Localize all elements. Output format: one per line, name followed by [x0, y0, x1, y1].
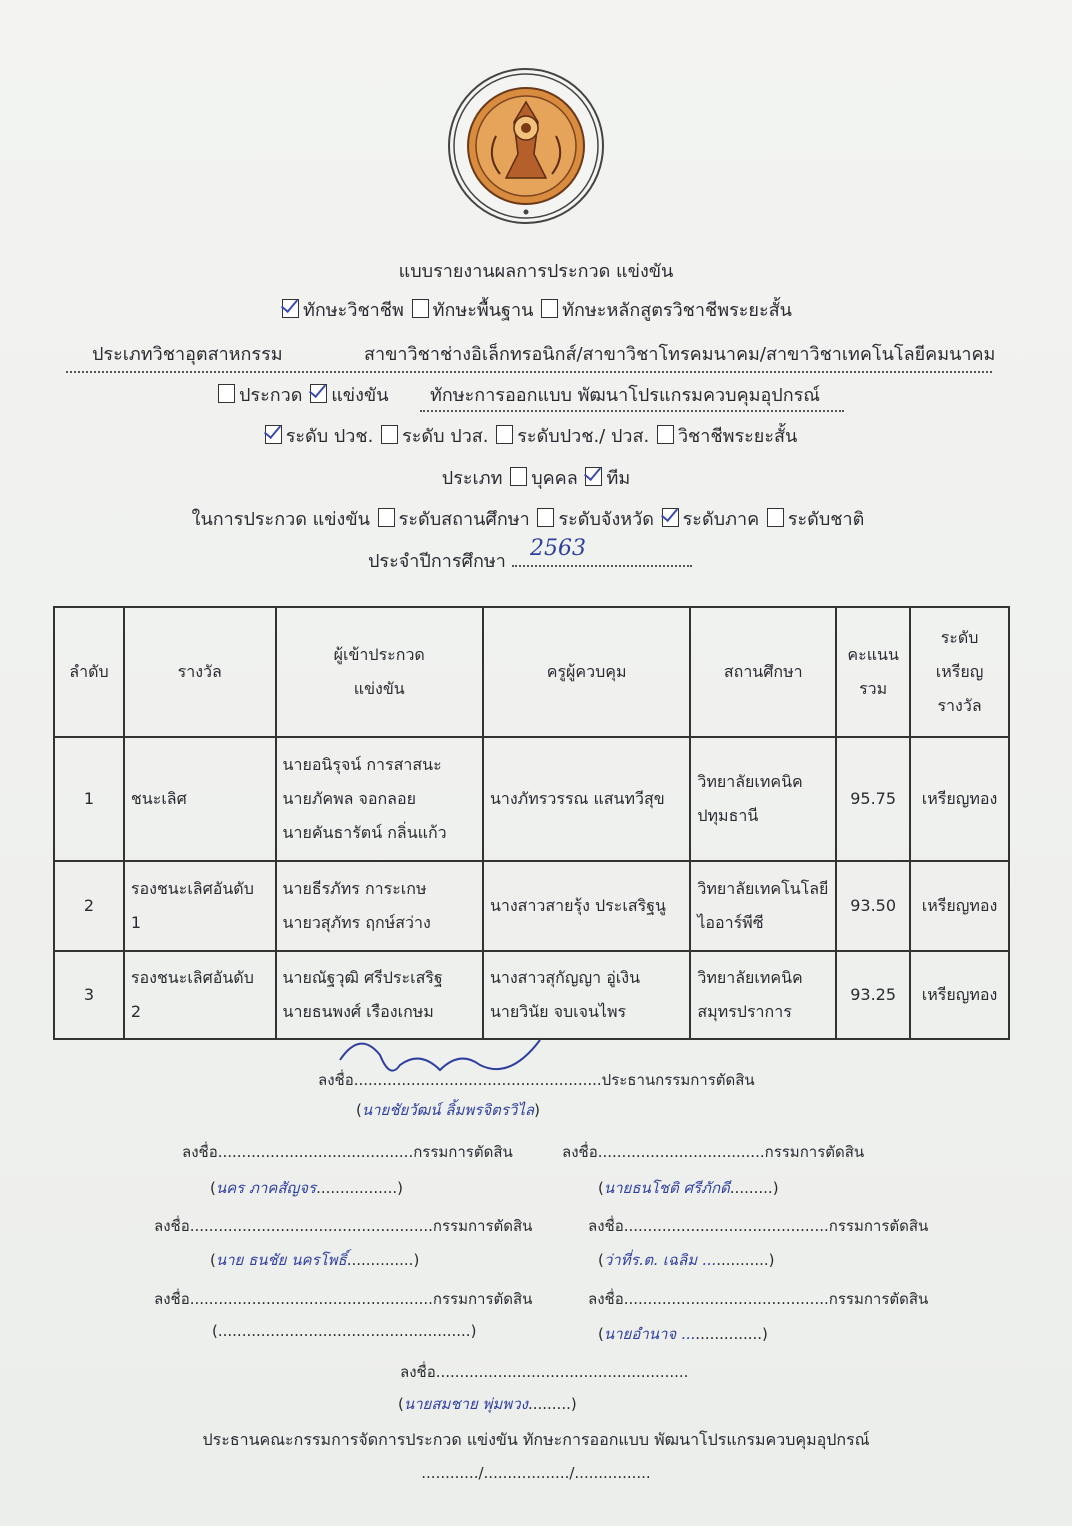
cell-supervisor [483, 861, 690, 951]
school-line1: วิทยาลัยเทคนิค [697, 772, 803, 791]
committee-name: นายธนโชติ ศรีภักดี [603, 1179, 730, 1197]
type-row [0, 463, 1072, 492]
participant-name: นายภัคพล จอกลอย [282, 789, 416, 808]
committee-2-name-line: (นายธนโชติ ศรีภักดี.........) [598, 1179, 779, 1197]
header-school: สถานศึกษา [690, 607, 836, 737]
committee-role: กรรมการตัดสิน [828, 1290, 929, 1308]
checkbox-team[interactable] [585, 467, 602, 486]
scope-province-label: ระดับจังหวัด [558, 509, 654, 530]
cell-medal: เหรียญทอง [910, 861, 1009, 951]
cell-award [124, 737, 276, 861]
branch-text: สาขาวิชาช่างอิเล็กทรอนิกส์/สาขาวิชาโทรคมนาคม/สาขาวิชาเทคโนโลยีคมนาคม [364, 344, 996, 365]
cell-school [690, 861, 836, 951]
checkbox-level-both[interactable] [496, 425, 513, 444]
award-line2: 1 [130, 913, 142, 932]
header-award: รางวัล [124, 607, 276, 737]
final-name-line: (นายสมชาย พุ่มพวง.........) [398, 1395, 577, 1413]
footer-role: ประธานคณะกรรมการจัดการประกวด แข่งขัน ทักษะการออกแบบ พัฒนาโปรแกรมควบคุมอุปกรณ์ [202, 1430, 870, 1449]
category-label: ประเภทวิชาอุตสาหกรรม [92, 344, 283, 365]
skill-name: ทักษะการออกแบบ พัฒนาโปรแกรมควบคุมอุปกรณ์ [430, 385, 820, 406]
cell-school [690, 737, 836, 861]
year-label: ประจำปีการศึกษา [368, 551, 506, 572]
branch-dotted-line [66, 371, 992, 373]
header-participants-line2: แข่งขัน [353, 679, 405, 698]
competition-label: แข่งขัน [331, 385, 389, 406]
checkbox-scope-school[interactable] [378, 508, 395, 527]
header-score [836, 607, 910, 737]
cell-medal: เหรียญทอง [910, 737, 1009, 861]
school-line2: ปทุมธานี [697, 806, 759, 825]
award-line1: รองชนะเลิศอันดับ [130, 968, 254, 987]
committee-2-signature-line: ลงชื่อ...................................กรรมการตัดสิน [562, 1143, 865, 1161]
level-row [0, 421, 1060, 450]
participant-name: นายวสุภัทร ฤกษ์สว่าง [282, 913, 431, 932]
chair-signature-line: ลงชื่อ....................................................ประธานกรรมการตัดสิน [318, 1071, 755, 1089]
skill-dotted-line [420, 410, 844, 412]
type-label: ประเภท [441, 468, 503, 489]
level-both-label: ระดับปวช./ ปวส. [517, 426, 650, 447]
checkbox-level-pvs[interactable] [381, 425, 398, 444]
school-line1: วิทยาลัยเทคนิค [697, 968, 803, 987]
checkbox-skill-basic[interactable] [412, 299, 429, 318]
cell-school [690, 951, 836, 1039]
committee-role: กรรมการตัดสิน [828, 1217, 929, 1235]
checkbox-skill-vocational[interactable] [282, 299, 299, 318]
participant-name: นายธีรภัทร การะเกษ [282, 879, 427, 898]
table-row [54, 951, 1009, 1039]
final-signature-line: ลงชื่อ..................................................... [400, 1363, 689, 1381]
committee-role: กรรมการตัดสิน [764, 1143, 865, 1161]
team-label: ทีม [606, 468, 631, 489]
award-line2: 2 [130, 1002, 142, 1021]
participant-name: นายคันธารัตน์ กลิ่นแก้ว [282, 823, 447, 842]
header-score-line2: รวม [859, 679, 888, 698]
chair-name: นายชัยวัฒน์ ลิ้มพรจิตรวิไล [361, 1101, 535, 1119]
cell-score: 93.25 [836, 951, 910, 1039]
committee-name: นคร ภาคสัญจร [215, 1179, 317, 1197]
chair-name-line: (นายชัยวัฒน์ ลิ้มพรจิตรวิไล) [356, 1101, 540, 1119]
year-value: 2563 [530, 536, 586, 561]
scope-region-label: ระดับภาค [682, 509, 760, 530]
committee-1-name-line: (นคร ภาคสัญจร.................) [210, 1179, 404, 1197]
header-rank: ลำดับ [54, 607, 124, 737]
committee-role: กรรมการตัดสิน [432, 1217, 533, 1235]
vec-seal-logo [446, 66, 606, 226]
committee-5-signature-line: ลงชื่อ...................................................กรรมการตัดสิน [154, 1290, 533, 1308]
skill-vocational-label: ทักษะวิชาชีพ [303, 300, 404, 321]
skill-type-row [0, 295, 1072, 324]
supervisor-name: นางสาวสุกัญญา อู่เงิน [489, 968, 641, 987]
table-row [54, 861, 1009, 951]
checkbox-skill-short-course[interactable] [541, 299, 558, 318]
final-name: นายสมชาย พุ่มพวง [403, 1395, 528, 1413]
scope-label: ในการประกวด แข่งขัน [191, 509, 370, 530]
header-medal-line1: ระดับ [940, 628, 979, 647]
checkbox-scope-national[interactable] [767, 508, 784, 527]
award-line1: รองชนะเลิศอันดับ [130, 879, 254, 898]
sign-label: ลงชื่อ [588, 1217, 624, 1235]
scope-school-label: ระดับสถานศึกษา [398, 509, 530, 530]
committee-5-name-line: (.....................................................) [212, 1322, 477, 1340]
cell-award [124, 951, 276, 1039]
checkbox-level-pvc[interactable] [265, 425, 282, 444]
supervisor-name: นายวินัย จบเจนไพร [489, 1002, 627, 1021]
date-line: ............/................../................ [421, 1464, 651, 1482]
skill-basic-label: ทักษะพื้นฐาน [432, 300, 534, 321]
header-medal [910, 607, 1009, 737]
skill-short-course-label: ทักษะหลักสูตรวิชาชีพระยะสั้น [562, 300, 792, 321]
individual-label: บุคคล [531, 468, 578, 489]
checkbox-scope-region[interactable] [662, 508, 679, 527]
table-header-row [54, 607, 1009, 737]
cell-participants [276, 737, 483, 861]
award-line1: ชนะเลิศ [130, 789, 187, 808]
table-row [54, 737, 1009, 861]
sign-label: ลงชื่อ [562, 1143, 598, 1161]
level-short-label: วิชาชีพระยะสั้น [677, 426, 798, 447]
checkbox-competition[interactable] [310, 384, 327, 403]
form-title: แบบรายงานผลการประกวด แข่งขัน [398, 261, 674, 282]
sign-label: ลงชื่อ [154, 1290, 190, 1308]
committee-3-name-line: (นาย ธนชัย นครโพธิ์..............) [210, 1251, 420, 1269]
level-pvc-label: ระดับ ปวช. [285, 426, 374, 447]
cell-rank: 3 [54, 951, 124, 1039]
committee-4-name-line: (ว่าที่ร.ต. เฉลิม ..............) [598, 1251, 775, 1269]
cell-rank: 1 [54, 737, 124, 861]
cell-medal: เหรียญทอง [910, 951, 1009, 1039]
year-dotted-line [512, 565, 692, 567]
cell-supervisor [483, 737, 690, 861]
contest-label: ประกวด [239, 385, 303, 406]
header-medal-line3: รางวัล [937, 696, 982, 715]
school-line2: ไออาร์พีซี [697, 913, 764, 932]
committee-role: กรรมการตัดสิน [413, 1143, 513, 1161]
sign-label: ลงชื่อ [588, 1290, 624, 1308]
checkbox-contest[interactable] [218, 384, 235, 403]
cell-rank: 2 [54, 861, 124, 951]
committee-name: ว่าที่ร.ต. เฉลิม ... [603, 1251, 717, 1269]
header-score-line1: คะแนน [847, 645, 899, 664]
header-supervisor: ครูผู้ควบคุม [483, 607, 690, 737]
checkbox-scope-province[interactable] [537, 508, 554, 527]
cell-score: 93.50 [836, 861, 910, 951]
level-pvs-label: ระดับ ปวส. [402, 426, 489, 447]
sign-label: ลงชื่อ [400, 1363, 436, 1381]
committee-role: กรรมการตัดสิน [432, 1290, 533, 1308]
sign-label: ลงชื่อ [182, 1143, 218, 1161]
committee-name: นายอำนาจ ... [603, 1325, 696, 1343]
school-line2: สมุทรปราการ [697, 1002, 792, 1021]
checkbox-individual[interactable] [510, 467, 527, 486]
contest-type-row [216, 380, 389, 409]
school-line1: วิทยาลัยเทคโนโลยี [697, 879, 829, 898]
supervisor-name: นางสาวสายรุ้ง ประเสริฐนู [489, 896, 666, 915]
header-participants [276, 607, 483, 737]
committee-1-signature-line: ลงชื่อ.........................................กรรมการตัดสิน [182, 1143, 513, 1161]
participant-name: นายอนิรุจน์ การสาสนะ [282, 755, 442, 774]
cell-supervisor [483, 951, 690, 1039]
chair-signature-scribble [330, 1030, 570, 1090]
cell-participants [276, 951, 483, 1039]
cell-award [124, 861, 276, 951]
header-medal-line2: เหรียญ [935, 662, 984, 681]
chair-role: ประธานกรรมการตัดสิน [601, 1071, 755, 1089]
committee-4-signature-line: ลงชื่อ...........................................กรรมการตัดสิน [588, 1217, 929, 1235]
checkbox-level-short[interactable] [657, 425, 674, 444]
sign-label: ลงชื่อ [318, 1071, 354, 1089]
committee-name: นาย ธนชัย นครโพธิ์ [215, 1251, 347, 1269]
scope-national-label: ระดับชาติ [787, 509, 865, 530]
participant-name: นายณัฐวุฒิ ศรีประเสริฐ [282, 968, 443, 987]
participant-name: นายธนพงศ์ เรืองเกษม [282, 1002, 434, 1021]
sign-label: ลงชื่อ [154, 1217, 190, 1235]
committee-3-signature-line: ลงชื่อ...................................................กรรมการตัดสิน [154, 1217, 533, 1235]
committee-6-name-line: (นายอำนาจ .................) [598, 1325, 768, 1343]
committee-6-signature-line: ลงชื่อ...........................................กรรมการตัดสิน [588, 1290, 929, 1308]
header-participants-line1: ผู้เข้าประกวด [333, 645, 425, 664]
supervisor-name: นางภัทรวรรณ แสนทวีสุข [489, 789, 665, 808]
scope-row [0, 504, 1056, 533]
cell-score: 95.75 [836, 737, 910, 861]
cell-participants [276, 861, 483, 951]
results-table [53, 606, 1010, 1040]
